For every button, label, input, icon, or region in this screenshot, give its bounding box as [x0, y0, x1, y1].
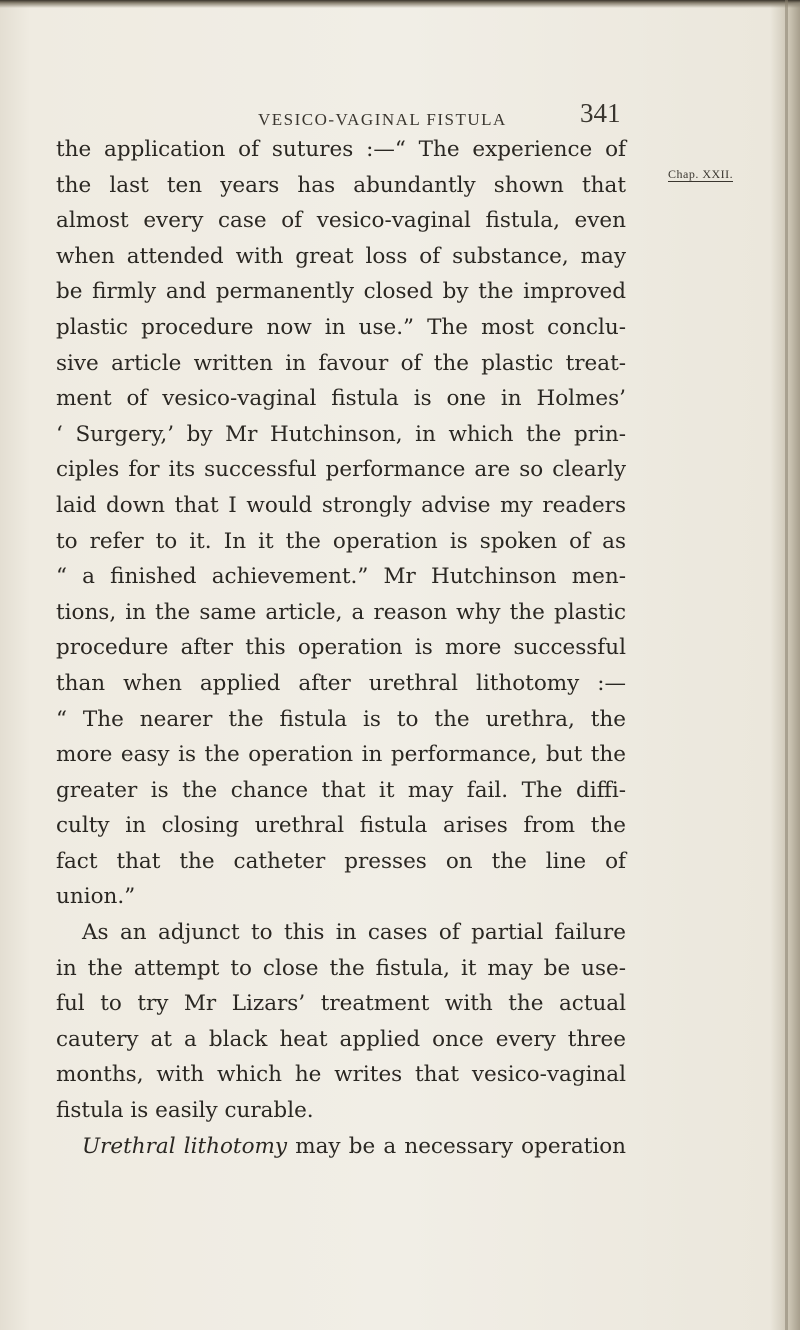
running-head: [100, 92, 630, 132]
text-line: laid down that I would strongly advise my readers: [56, 492, 626, 518]
text-line: almost every case of vesico-vaginal fistula, even: [56, 208, 626, 234]
chapter-side-note: Chap. XXII.: [668, 167, 734, 181]
text-line: to refer to it. In it the operation is spoken of as: [56, 528, 626, 554]
paragraph-start-line: As an adjunct to this in cases of partial failure: [82, 920, 626, 946]
text-line: procedure after this operation is more successful: [56, 635, 626, 661]
text-line: ‘ Surgery,’ by Mr Hutchinson, in which the prin-: [56, 421, 626, 447]
line-continuation: may be a necessary operation: [287, 1133, 626, 1159]
body-text: [56, 132, 626, 1164]
text-line: be firmly and permanently closed by the improved: [56, 279, 626, 305]
text-line: when attended with great loss of substance, may: [56, 243, 626, 269]
text-line: fistula is easily curable.: [56, 1098, 314, 1124]
page-number: 341: [580, 98, 621, 128]
text-line: in the attempt to close the fistula, it may be use-: [56, 955, 626, 981]
text-line: months, with which he writes that vesico-vaginal: [56, 1062, 626, 1088]
text-line: ment of vesico-vaginal fistula is one in Holmes’: [56, 386, 626, 412]
text-line: plastic procedure now in use.” The most conclu-: [56, 314, 626, 340]
text-line: tions, in the same article, a reason why the plastic: [56, 599, 626, 625]
text-line: the application of sutures :—“ The experience of: [56, 137, 626, 162]
italic-term: Urethral lithotomy: [82, 1133, 288, 1159]
running-head-title: VESICO-VAGINAL FISTULA: [258, 110, 507, 129]
text-line: more easy is the operation in performance, but the: [56, 742, 626, 768]
text-line: union.”: [56, 884, 136, 910]
text-line: “ a finished achievement.” Mr Hutchinson men-: [56, 564, 626, 590]
text-line: greater is the chance that it may fail. The diffi-: [56, 777, 626, 803]
text-line: fact that the catheter presses on the line of: [56, 848, 626, 874]
paragraph-start-line: [56, 1129, 626, 1165]
text-line: ful to try Mr Lizars’ treatment with the actual: [56, 991, 626, 1017]
top-edge-shadow: [0, 0, 800, 8]
text-line: culty in closing urethral fistula arises from the: [56, 813, 626, 839]
text-line: cautery at a black heat applied once every three: [56, 1026, 626, 1052]
text-line: ciples for its successful performance are so clearly: [56, 457, 626, 483]
text-line: than when applied after urethral lithotomy :—: [56, 670, 626, 696]
page-edge: [785, 0, 788, 1330]
text-line: the last ten years has abundantly shown that: [56, 172, 626, 198]
text-line: sive article written in favour of the plastic treat-: [56, 350, 626, 376]
text-line: “ The nearer the fistula is to the urethra, the: [56, 706, 626, 732]
